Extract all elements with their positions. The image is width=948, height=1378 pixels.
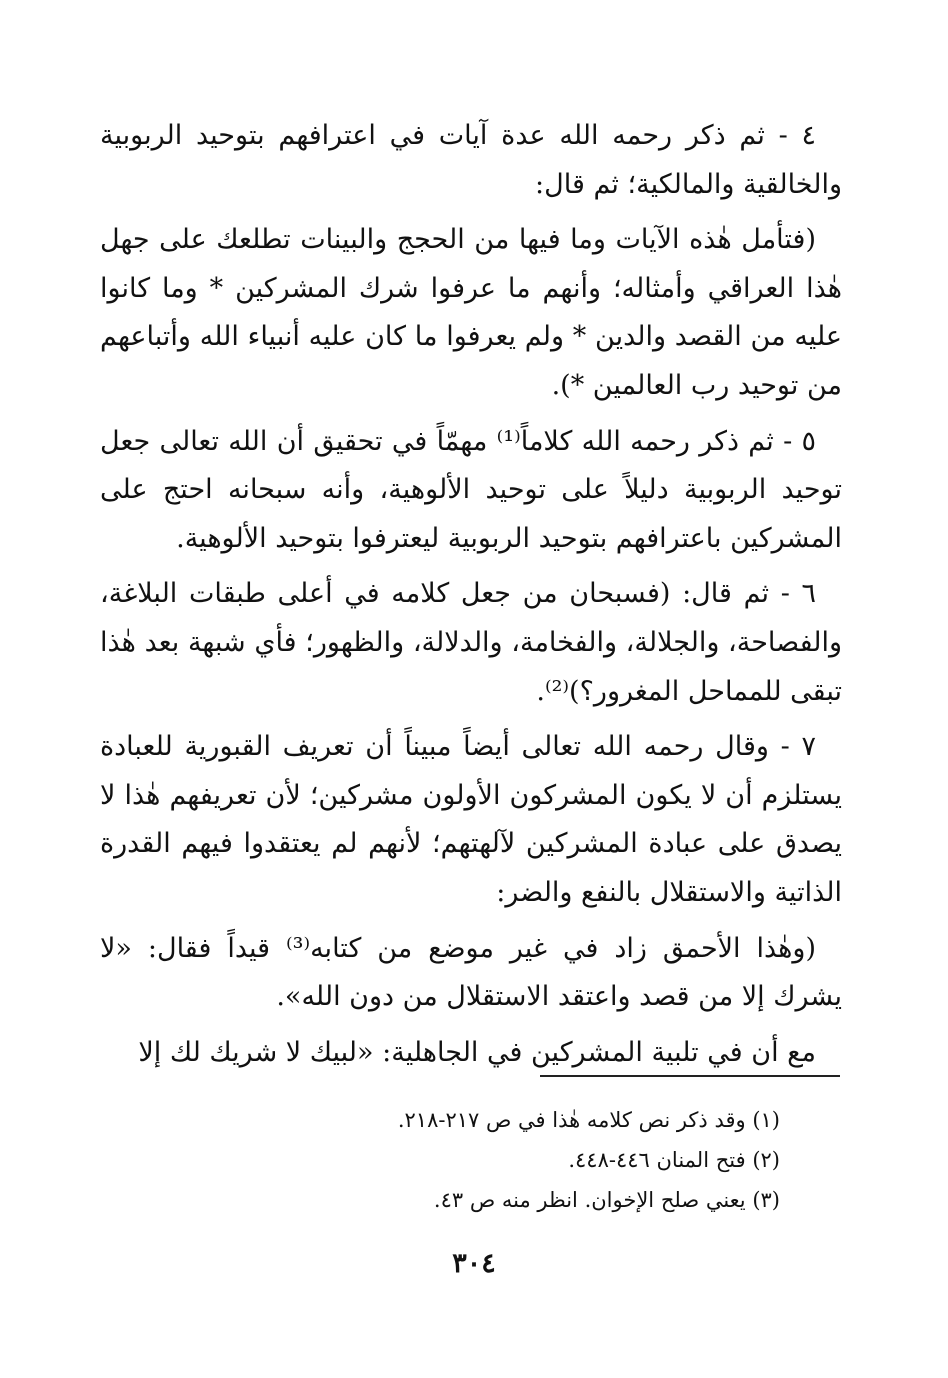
paragraph-5: ٥ - ثم ذكر رحمه الله كلاماً⁽¹⁾ مهمّاً في تحقيق أن الله تعالى جعل توحيد الربوبية دليلاً على توحيد الألوهية، وأنه سبحانه احتج على المشركين باعترافهم بتوحيد الربوبية ليعترفوا بتوحيد الألوهية. (100, 425, 842, 554)
footnotes (100, 1100, 780, 1220)
quote-paragraph-2: (وهٰذا الأحمق زاد في غير موضع من كتابه⁽³⁾ قيداً فقال: «لا يشرك إلا من قصد واعتقد الاستقلال من دون الله». (100, 932, 842, 1013)
quote-paragraph: (فتأمل هٰذه الآيات وما فيها من الحجج والبينات تطلعك على جهل هٰذا العراقي وأمثاله؛ وأنهم ما عرفوا شرك المشركين * وما كانوا عليه من القصد والدين * ولم يعرفوا ما كان عليه أنبياء الله وأتباعهم من توحيد رب العالمين *). (100, 224, 842, 401)
paragraph-4: ٤ - ثم ذكر رحمه الله عدة آيات في اعترافهم بتوحيد الربوبية والخالقية والمالكية؛ ثم قال: (100, 120, 842, 200)
page-number: ٣٠٤ (452, 1248, 496, 1279)
paragraph-7: ٧ - وقال رحمه الله تعالى أيضاً مبيناً أن تعريف القبورية للعبادة يستلزم أن لا يكون المشركون الأولون مشركين؛ لأن تعريفهم هٰذا لا يصدق على عبادة المشركين لآلهتهم؛ لأنهم لم يعتقدوا فيهم القدرة الذاتية والاستقلال بالنفع والضر: (100, 731, 842, 908)
continuation-paragraph: مع أن في تلبية المشركين في الجاهلية: «لبيك لا شريك لك إلا (138, 1036, 816, 1068)
main-text (100, 112, 842, 1084)
footnote-2: (٢) فتح المنان ٤٤٦-٤٤٨. (568, 1148, 780, 1172)
paragraph-6: ٦ - ثم قال: (فسبحان من جعل كلامه في أعلى طبقات البلاغة، والفصاحة، والجلالة، والفخامة، والدلالة، والظهور؛ فأي شبهة بعد هٰذا تبقى للمماحل المغرور؟)⁽²⁾. (100, 578, 842, 707)
footnote-3: (٣) يعني صلح الإخوان. انظر منه ص ٤٣. (433, 1188, 780, 1212)
footnote-1: (١) وقد ذكر نص كلامه هٰذا في ص ٢١٧-٢١٨. (397, 1108, 780, 1132)
footnote-divider (540, 1075, 840, 1077)
